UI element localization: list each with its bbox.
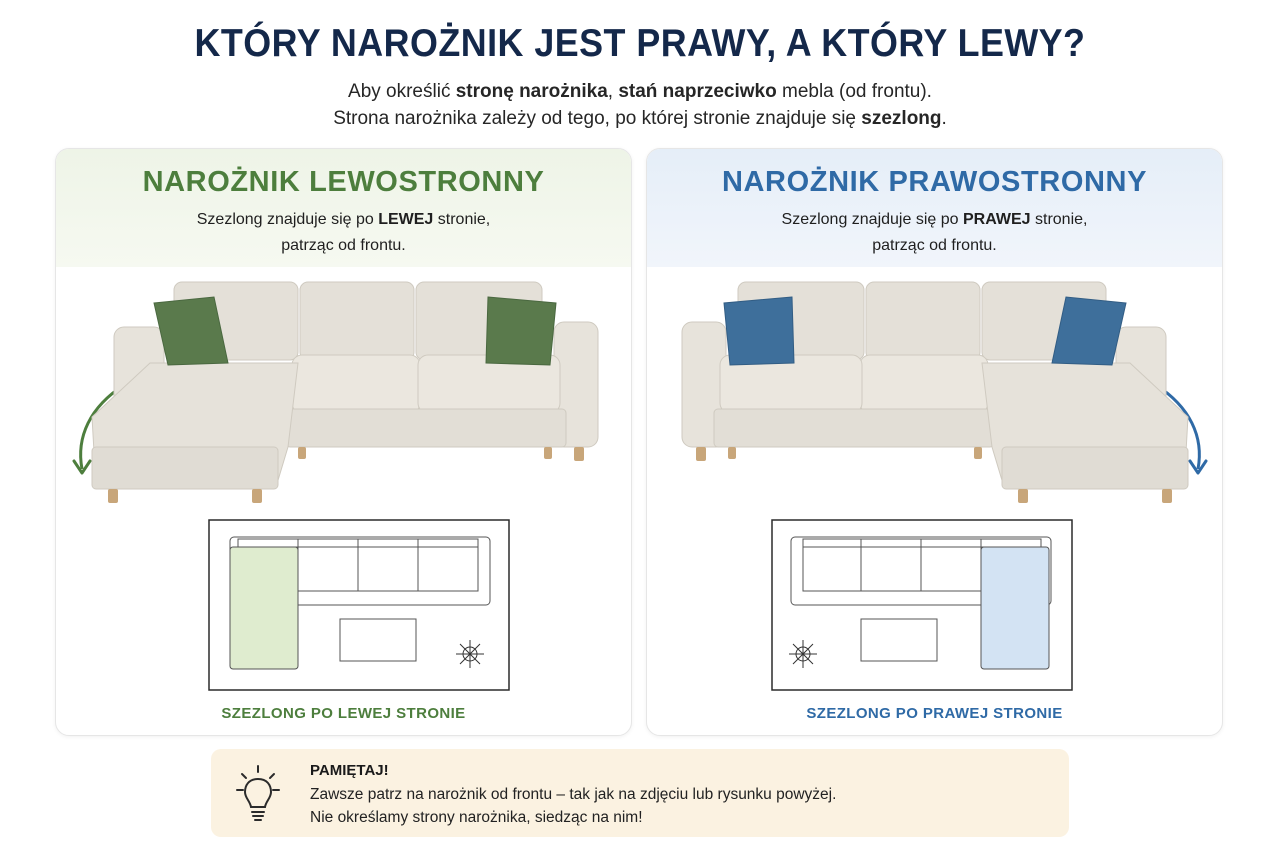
desc-bold: LEWEJ [378, 211, 434, 228]
left-panel-caption: SZEZLONG PO LEWEJ STRONIE [221, 705, 466, 722]
left-chaise-highlight [230, 547, 298, 669]
right-panel-caption: SZEZLONG PO PRAWEJ STRONIE [806, 705, 1063, 722]
desc-text: Szezlong znajduje się po [196, 211, 379, 228]
subtitle-bold: stronę narożnika [455, 81, 608, 102]
note-line-2: Nie określamy strony narożnika, siedząc na nim! [310, 809, 643, 826]
left-corner-panel [55, 148, 632, 736]
desc-text: stronie, [1030, 211, 1088, 228]
page-title: KTÓRY NAROŻNIK JEST PRAWY, A KTÓRY LEWY? [194, 22, 1086, 65]
plant-icon [456, 640, 484, 668]
right-chaise-sofa-illustration [647, 267, 1223, 547]
desc-line-2: patrząc od frontu. [281, 237, 406, 254]
left-panel-description [56, 207, 631, 259]
page-subtitle [0, 78, 1280, 132]
subtitle-text: Aby określić [348, 81, 456, 102]
right-floor-plan-diagram [771, 519, 1073, 691]
lightbulb-icon [235, 763, 281, 823]
right-chaise-highlight [981, 547, 1049, 669]
subtitle-text: Strona narożnika zależy od tego, po której stronie znajduje się [333, 108, 862, 129]
subtitle-bold: stań naprzeciwko [618, 81, 777, 102]
left-panel-title: NAROŻNIK LEWOSTRONNY [142, 166, 545, 198]
subtitle-text: mebla (od frontu). [776, 81, 932, 102]
desc-text: Szezlong znajduje się po [781, 211, 963, 228]
desc-text: stronie, [433, 211, 491, 228]
desc-bold: PRAWEJ [962, 211, 1031, 228]
left-chaise-sofa-illustration [56, 267, 632, 547]
right-panel-header [647, 149, 1222, 267]
right-corner-panel [646, 148, 1223, 736]
right-panel-description [647, 207, 1222, 259]
subtitle-line-2 [0, 105, 1280, 132]
left-floor-plan-diagram [208, 519, 510, 691]
note-line-1: Zawsze patrz na narożnik od frontu – tak jak na zdjęciu lub rysunku powyżej. [310, 786, 837, 803]
subtitle-line-1 [0, 78, 1280, 105]
reminder-note [211, 749, 1069, 837]
subtitle-text: , [607, 81, 619, 102]
left-panel-header [56, 149, 631, 267]
subtitle-text: . [941, 108, 947, 129]
green-pillow [486, 297, 556, 365]
desc-line-2: patrząc od frontu. [872, 237, 997, 254]
subtitle-bold: szezlong [861, 108, 942, 129]
note-title: PAMIĘTAJ! [310, 762, 389, 779]
right-panel-title: NAROŻNIK PRAWOSTRONNY [721, 166, 1148, 198]
plant-icon [789, 640, 817, 668]
